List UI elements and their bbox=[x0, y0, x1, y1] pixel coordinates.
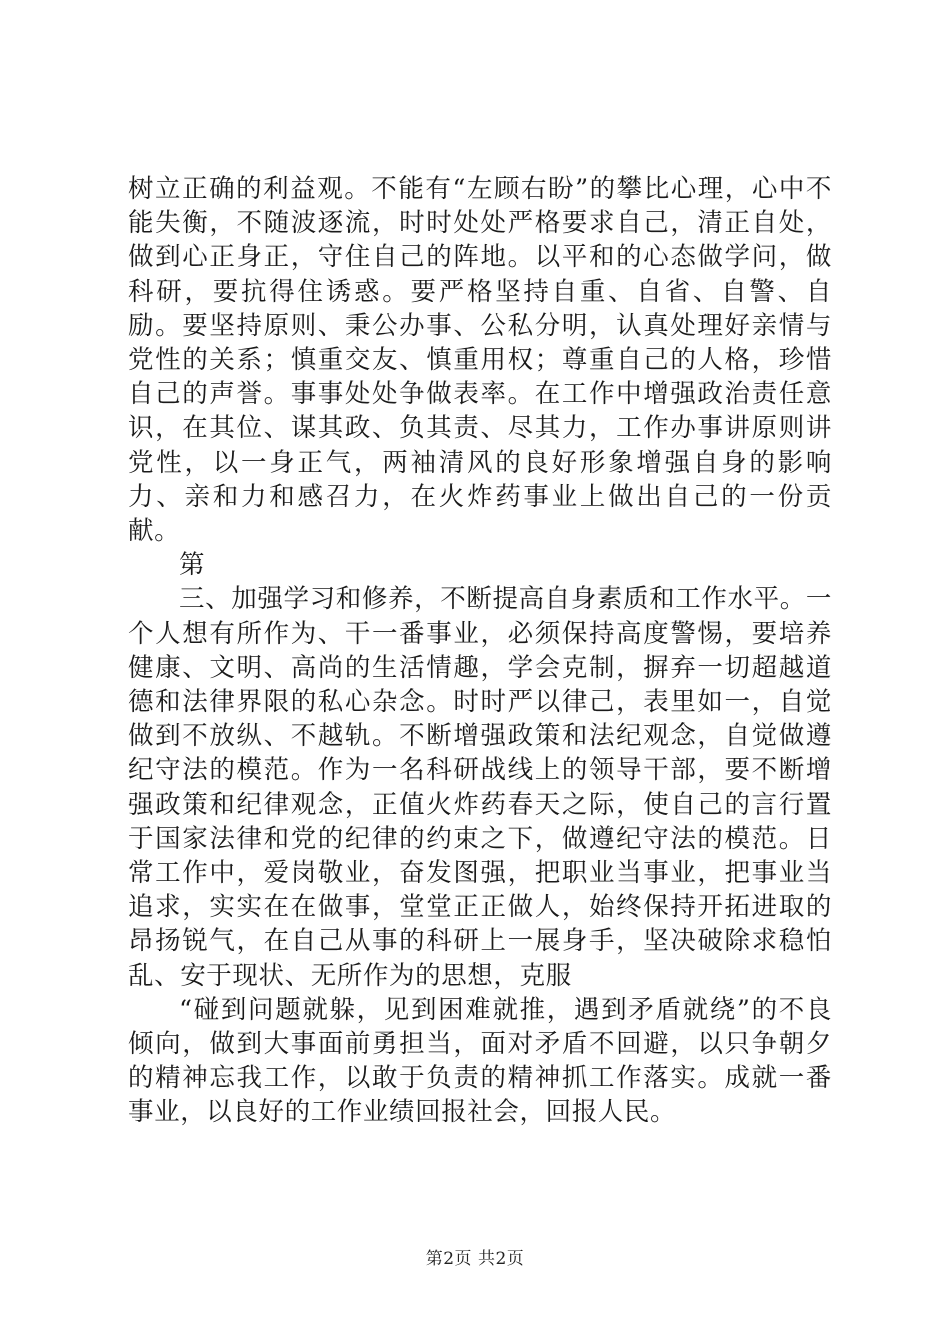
document-body bbox=[128, 172, 832, 1130]
paragraph-1: 树立正确的利益观。不能有“左顾右盼”的攀比心理，心中不能失衡，不随波逐流，时时处处严格要求自己，清正自处，做到心正身正，守住自己的阵地。以平和的心态做学问，做科研，要抗得住诱惑。要严格坚持自重、自省、自警、自励。要坚持原则、秉公办事、公私分明，认真处理好亲情与党性的关系；慎重交友、慎重用权；尊重自己的人格，珍惜自己的声誉。事事处处争做表率。在工作中增强政治责任意识，在其位、谋其政、负其责、尽其力，工作办事讲原则讲党性，以一身正气，两袖清风的良好形象增强自身的影响力、亲和力和感召力，在火炸药事业上做出自己的一份贡献。 bbox=[128, 174, 832, 547]
paragraph-3: 三、加强学习和修养，不断提高自身素质和工作水平。一个人想有所作为、干一番事业，必须保持高度警惕，要培养健康、文明、高尚的生活情趣，学会克制，摒弃一切超越道德和法律界限的私心杂念。时时严以律己，表里如一，自觉做到不放纵、不越轨。不断增强政策和法纪观念，自觉做遵纪守法的模范。作为一名科研战线上的领导干部，要不断增强政策和纪律观念，正值火炸药春天之际，使自己的言行置于国家法律和党的纪律的约束之下，做遵纪守法的模范。日常工作中，爱岗敬业，奋发图强，把职业当事业，把事业当追求，实实在在做事，堂堂正正做人，始终保持开拓进取的昂扬锐气，在自己从事的科研上一展身手，坚决破除求稳怕乱、安于现状、无所作为的思想，克服 bbox=[128, 584, 832, 991]
paragraph-4: “碰到问题就躲，见到困难就推，遇到矛盾就绕”的不良倾向，做到大事面前勇担当，面对矛盾不回避，以只争朝夕的精神忘我工作，以敢于负责的精神抓工作落实。成就一番事业，以良好的工作业绩回报社会，回报人民。 bbox=[128, 994, 832, 1128]
page-number-footer: 第2页 共2页 bbox=[425, 1249, 525, 1269]
paragraph-2: 第 bbox=[179, 550, 206, 581]
